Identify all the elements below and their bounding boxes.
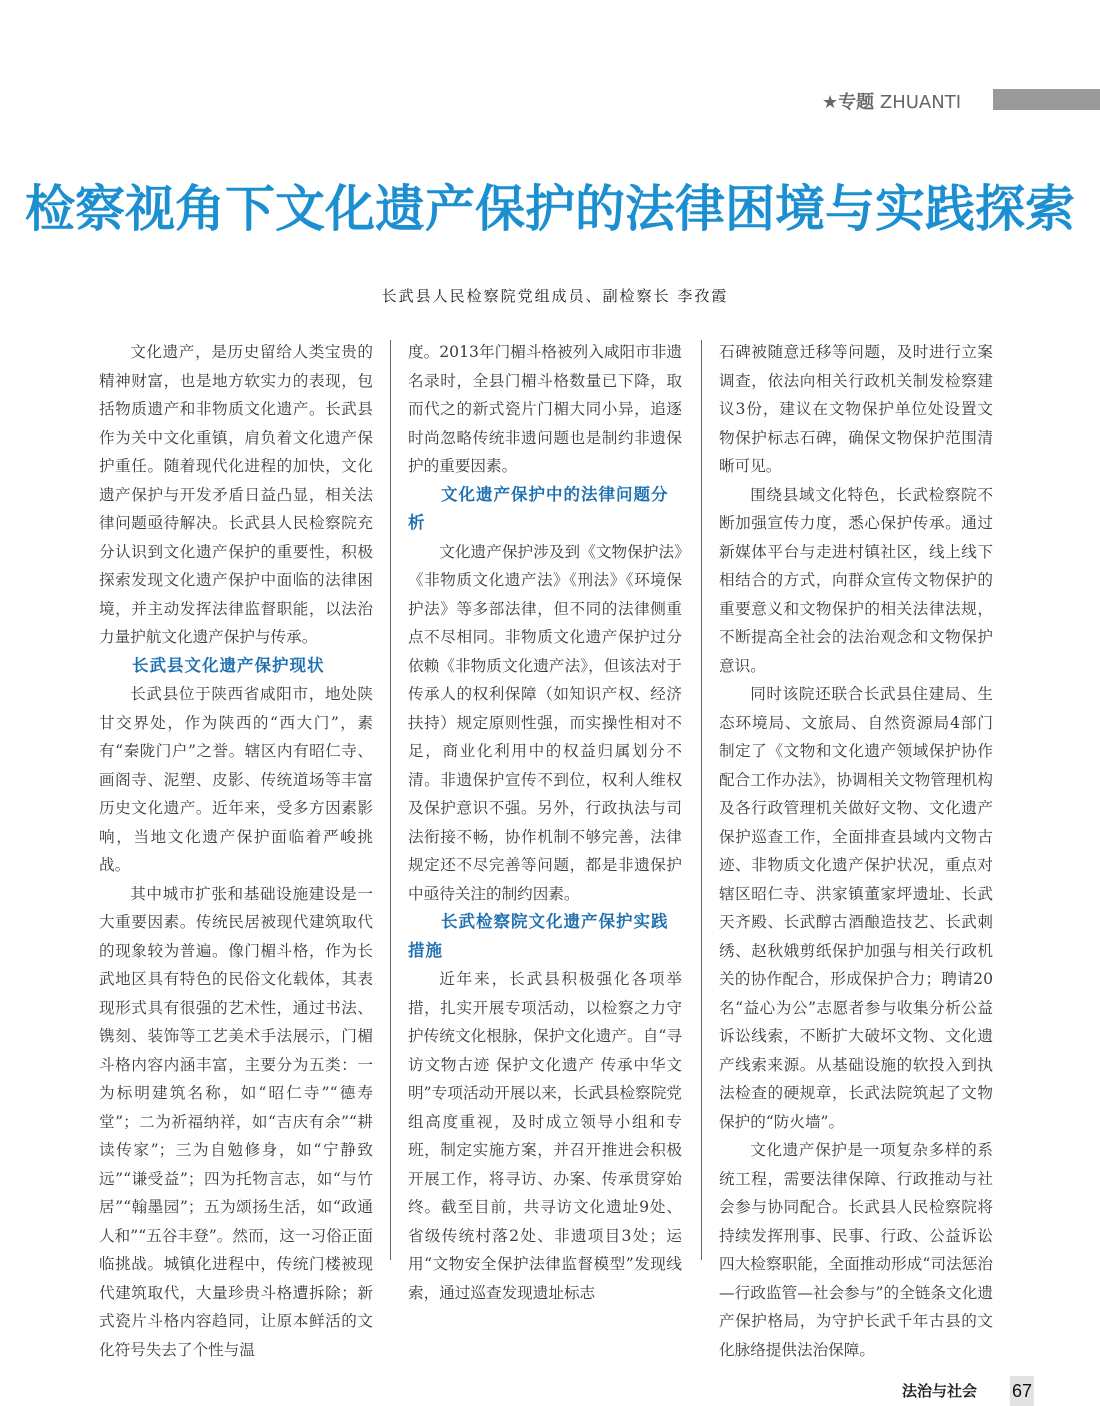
section-heading: 长武县文化遗产保护现状 [132,655,325,675]
paragraph: 近年来，长武县积极强化各项举措，扎实开展专项活动，以检察之力守护传统文化根脉，保护文化遗产。自“寻访文物古迹 保护文化遗产 传承中华文明”专项活动开展以来，长武县检察院党组高度重视，及时成立领导小组和专班，制定实施方案，并召开推进会积极开展工作，将寻访、办案、传承贯穿始终。截至目前，共寻访文化遗址9处、省级传统村落2处、非遗项目3处；运用“文物安全保护法律监督模型”发现线索，通过巡查发现遗址标志 [408,970,682,1302]
column-1 [99,338,373,1364]
section-heading: 文化遗产保护中的法律问题分析 [408,484,669,532]
byline: 长武县人民检察院党组成员、副检察长 李孜霞 [381,287,729,305]
paragraph: 度。2013年门楣斗格被列入咸阳市非遗名录时，全县门楣斗格数量已下降，取而代之的新式瓷片门楣大同小异，追逐时尚忽略传统非遗问题也是制约非遗保护的重要因素。 [408,343,682,475]
magazine-name: 法治与社会 [902,1382,978,1400]
paragraph: 文化遗产保护涉及到《文物保护法》《非物质文化遗产法》《刑法》《环境保护法》等多部法律，但不同的法律侧重点不尽相同。非物质文化遗产保护过分依赖《非物质文化遗产法》，但该法对于传承人的权利保障（如知识产权、经济扶持）规定原则性强，而实操性相对不足，商业化利用中的权益归属划分不清。非遗保护宣传不到位，权利人维权及保护意识不强。另外，行政执法与司法衔接不畅，协作机制不够完善，法律规定还不尽完善等问题，都是非遗保护中亟待关注的制约因素。 [408,542,682,903]
paragraph: 文化遗产保护是一项复杂多样的系统工程，需要法律保障、行政推动与社会参与协同配合。长武县人民检察院将持续发挥刑事、民事、行政、公益诉讼四大检察职能，全面推动形成“司法惩治—行政监管—社会参与”的全链条文化遗产保护格局，为守护长武千年古县的文化脉络提供法治保障。 [719,1141,993,1359]
paragraph: 围绕县域文化特色，长武检察院不断加强宣传力度，悉心保护传承。通过新媒体平台与走进村镇社区，线上线下相结合的方式，向群众宣传文物保护的重要意义和文物保护的相关法律法规，不断提高全社会的法治观念和文物保护意识。 [719,485,993,675]
column-3 [719,338,993,1364]
section-label-cn: 专题 [838,92,875,113]
page-number: 67 [1010,1376,1034,1406]
column-2 [408,338,682,1307]
paragraph: 石碑被随意迁移等问题，及时进行立案调查，依法向相关行政机关制发检察建议3份，建议在文物保护单位处设置文物保护标志石碑，确保文物保护范围清晰可见。 [719,343,993,475]
article-title: 检察视角下文化遗产保护的法律困境与实践探索 [25,179,1075,238]
paragraph: 文化遗产，是历史留给人类宝贵的精神财富，也是地方软实力的表现，包括物质遗产和非物质文化遗产。长武县作为关中文化重镇，肩负着文化遗产保护重任。随着现代化进程的加快，文化遗产保护与开发矛盾日益凸显，相关法律问题亟待解决。长武县人民检察院充分认识到文化遗产保护的重要性，积极探索发现文化遗产保护中面临的法律困境，并主动发挥法律监督职能，以法治力量护航文化遗产保护与传承。 [99,343,373,646]
column-divider [701,340,702,1260]
paragraph: 同时该院还联合长武县住建局、生态环境局、文旅局、自然资源局4部门制定了《文物和文化遗产领域保护协作配合工作办法》，协调相关文物管理机构及各行政管理机关做好文物、文化遗产保护巡查工作，全面排查县域内文物古迹、非物质文化遗产保护状况，重点对辖区昭仁寺、洪家镇董家坪遗址、长武天齐殿、长武醇古酒酿造技艺、长武刺绣、赵秋娥剪纸保护加强与相关行政机关的协作配合，形成保护合力；聘请20名“益心为公”志愿者参与收集分析公益诉讼线索，不断扩大破坏文物、文化遗产线索来源。从基础设施的软投入到执法检查的硬规章，长武法院筑起了文物保护的“防火墙”。 [719,685,993,1131]
section-tag [822,88,961,114]
paragraph: 其中城市扩张和基础设施建设是一大重要因素。传统民居被现代建筑取代的现象较为普遍。像门楣斗格，作为长武地区具有特色的民俗文化载体，其表现形式具有很强的艺术性，通过书法、镌刻、装饰等工艺美术手法展示，门楣斗格内容内涵丰富，主要分为五类：一为标明建筑名称，如“昭仁寺”“德寿堂”；二为祈福纳祥，如“吉庆有余”“耕读传家”；三为自勉修身，如“宁静致远”“谦受益”；四为托物言志，如“与竹居”“翰墨园”；五为颂扬生活，如“政通人和”“五谷丰登”。然而，这一习俗正面临挑战。城镇化进程中，传统门楼被现代建筑取代，大量珍贵斗格遭拆除；新式瓷片斗格内容趋同，让原本鲜活的文化符号失去了个性与温 [99,884,373,1359]
paragraph: 长武县位于陕西省咸阳市，地处陕甘交界处，作为陕西的“西大门”，素有“秦陇门户”之誉。辖区内有昭仁寺、画阁寺、泥塑、皮影、传统道场等丰富历史文化遗产。近年来，受多方因素影响，当地文化遗产保护面临着严峻挑战。 [99,685,373,874]
column-divider [390,340,391,1260]
section-label-en: ZHUANTI [879,92,961,113]
star-icon: ★ [822,92,839,113]
section-bar [993,89,1100,110]
section-heading: 长武检察院文化遗产保护实践措施 [408,912,669,960]
